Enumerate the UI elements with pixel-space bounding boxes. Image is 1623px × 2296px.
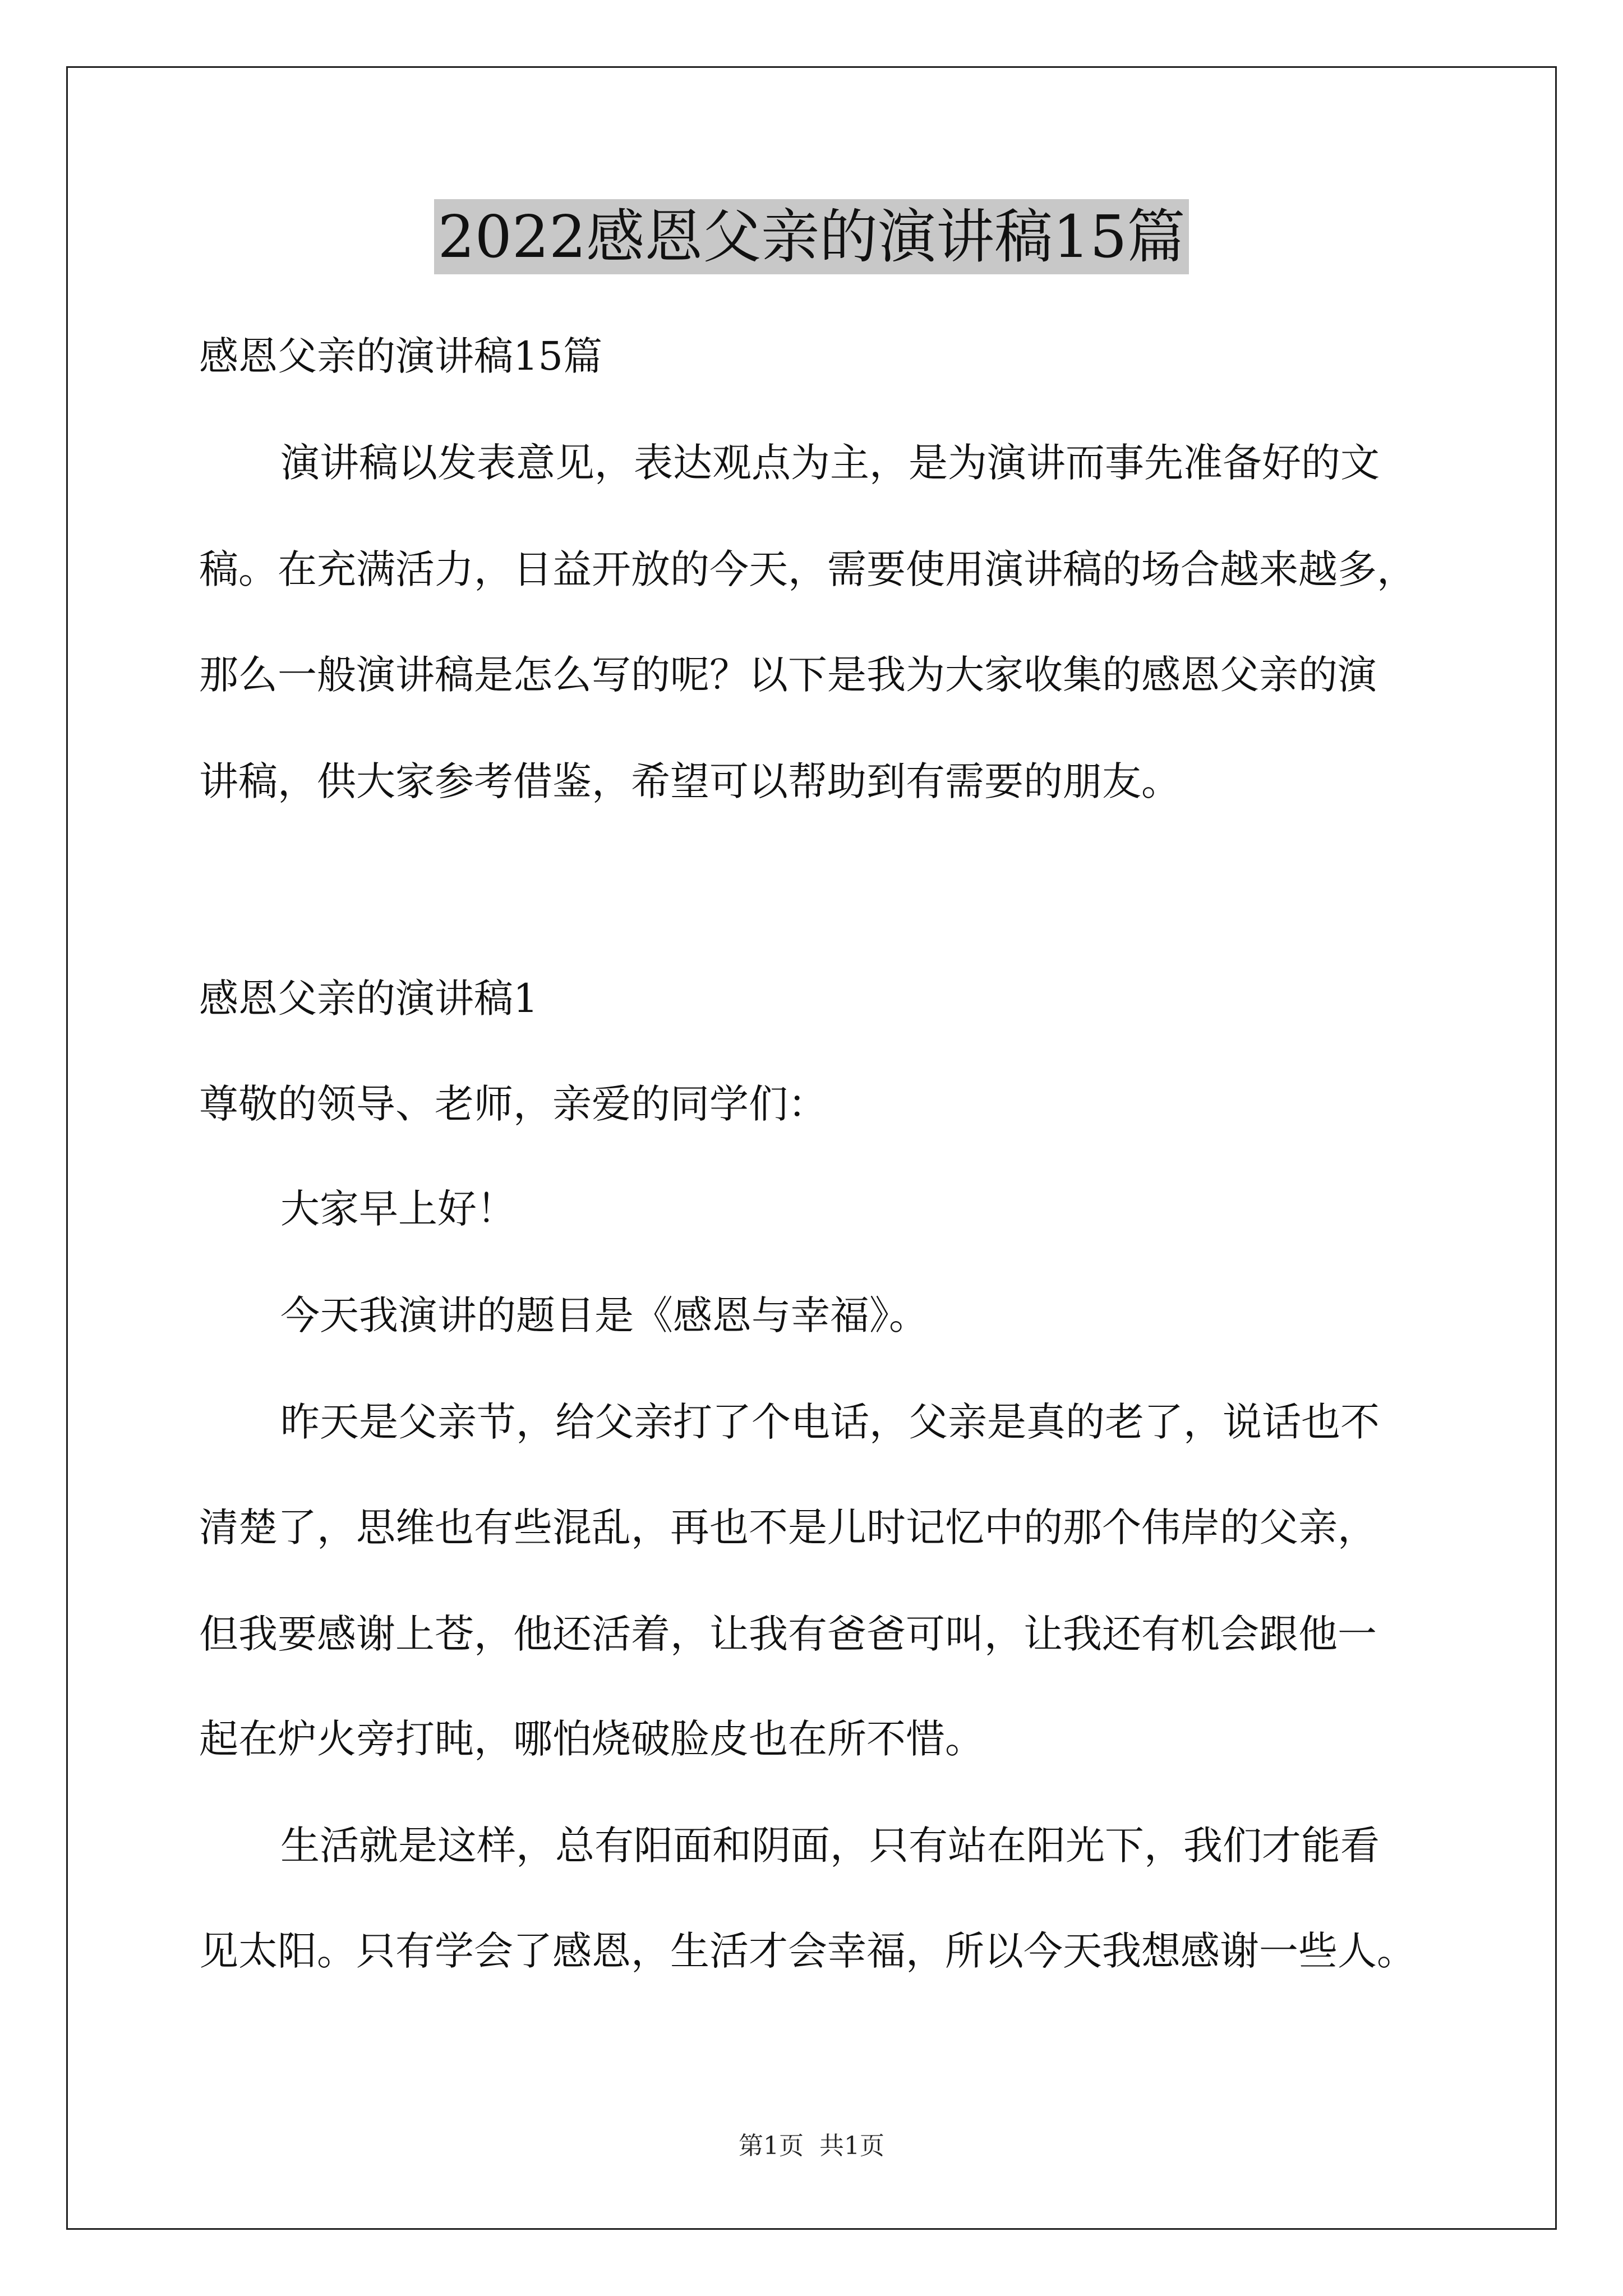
paragraph-line: 昨天是父亲节，给父亲打了个电话，父亲是真的老了，说话也不 <box>280 1399 1380 1445</box>
paragraph-line: 那么一般演讲稿是怎么写的呢？以下是我为大家收集的感恩父亲的演 <box>199 652 1377 698</box>
paragraph-line: 起在炉火旁打盹，哪怕烧破脸皮也在所不惜。 <box>199 1716 984 1762</box>
paragraph-line: 讲稿，供大家参考借鉴，希望可以帮助到有需要的朋友。 <box>199 758 1181 804</box>
salutation-line: 尊敬的领导、老师，亲爱的同学们： <box>199 1081 827 1127</box>
page-number-current: 第1页 <box>739 2132 804 2160</box>
greeting-line: 大家早上好！ <box>280 1186 516 1232</box>
paragraph-line: 清楚了，思维也有些混乱，再也不是儿时记忆中的那个伟岸的父亲， <box>199 1504 1377 1550</box>
page-number-total: 共1页 <box>819 2132 884 2160</box>
paragraph-line: 但我要感谢上苍，他还活着，让我有爸爸可叫，让我还有机会跟他一 <box>199 1611 1377 1657</box>
document-title: 2022感恩父亲的演讲稿15篇 <box>434 199 1188 274</box>
page-border <box>66 66 1557 2230</box>
paragraph-line: 生活就是这样，总有阳面和阴面，只有站在阳光下，我们才能看 <box>280 1823 1380 1869</box>
paragraph-line: 今天我演讲的题目是《感恩与幸福》。 <box>280 1292 928 1338</box>
title-container <box>0 199 1623 274</box>
section-heading: 感恩父亲的演讲稿1 <box>199 976 538 1022</box>
paragraph-line: 稿。在充满活力，日益开放的今天，需要使用演讲稿的场合越来越多， <box>199 546 1416 592</box>
page-footer <box>0 2131 1623 2162</box>
paragraph-line: 演讲稿以发表意见，表达观点为主，是为演讲而事先准备好的文 <box>280 440 1380 486</box>
paragraph-line: 见太阳。只有学会了感恩，生活才会幸福，所以今天我想感谢一些人。 <box>199 1928 1416 1974</box>
subtitle-line: 感恩父亲的演讲稿15篇 <box>199 333 603 379</box>
